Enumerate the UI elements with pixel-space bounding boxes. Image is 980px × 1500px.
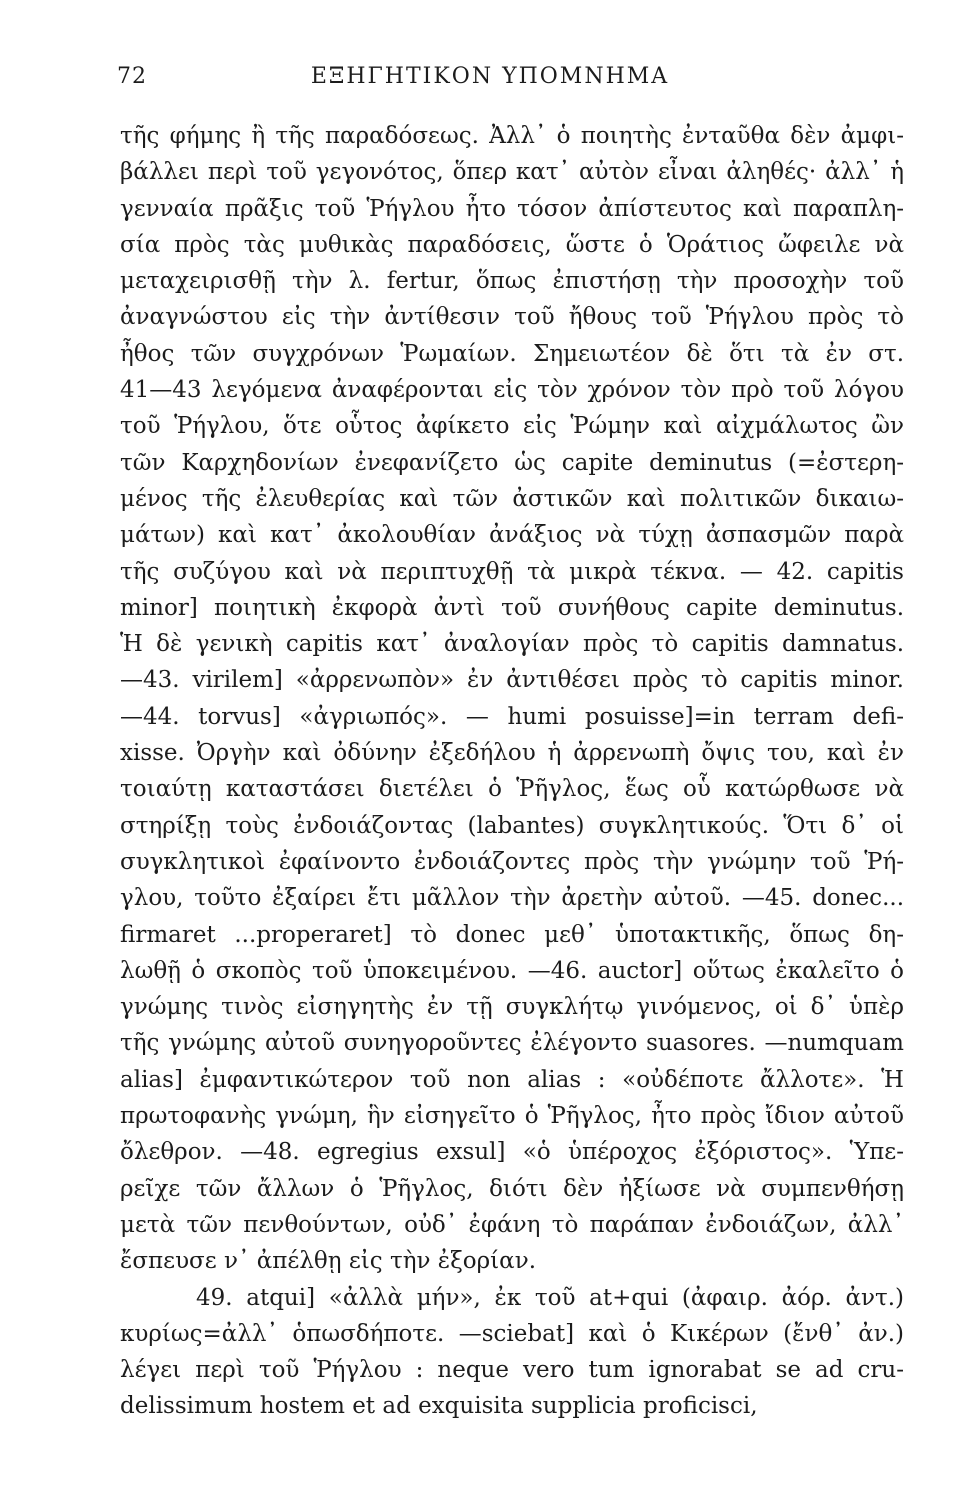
text-line: 49. atqui] «ἀλλὰ μήν», ἐκ τοῦ at+qui (ἀφαιρ. ἀόρ. ἀντ.) [196, 1284, 904, 1311]
text-line: alias] ἐμφαντικώτερον τοῦ non alias : «οὐδέποτε ἄλλοτε». Ἡ [120, 1066, 904, 1093]
text-line: μεταχειρισθῇ τὴν λ. fertur, ὅπως ἐπιστήσῃ τὴν προσοχὴν τοῦ [120, 268, 904, 295]
text-line: τῆς συζύγου καὶ νὰ περιπτυχθῇ τὰ μικρὰ τέκνα. — 42. capitis [120, 558, 904, 585]
text-line: ἀναγνώστου εἰς τὴν ἀντίθεσιν τοῦ ἤθους τοῦ Ῥήγλου πρὸς τὸ [120, 304, 904, 331]
text-line: —43. virilem] «ἀρρενωπὸν» ἐν ἀντιθέσει πρὸς τὸ capitis minor. [120, 667, 904, 694]
text-line: τῆς γνώμης αὐτοῦ συνηγοροῦντες ἐλέγοντο suasores. —numquam [120, 1030, 904, 1057]
text-line: γενναία πρᾶξις τοῦ Ῥήγλου ἦτο τόσον ἀπίστευτος καὶ παραπλη- [120, 195, 904, 222]
text-line: Ἡ δὲ γενικὴ capitis κατ᾽ ἀναλογίαν πρὸς τὸ capitis damnatus. [120, 631, 904, 658]
text-line: μένος τῆς ἐλευθερίας καὶ τῶν ἀστικῶν καὶ πολιτικῶν δικαιω- [120, 485, 904, 512]
text-line: xisse. Ὀργὴν καὶ ὀδύνην ἐξεδήλου ἡ ἀρρενωπὴ ὄψις του, καὶ ἐν [120, 740, 904, 767]
text-line: ἦθος τῶν συγχρόνων Ῥωμαίων. Σημειωτέον δὲ ὅτι τὰ ἐν στ. [120, 340, 904, 367]
text-line: συγκλητικοὶ ἐφαίνοντο ἐνδοιάζοντες πρὸς τὴν γνώμην τοῦ Ῥή- [120, 848, 904, 875]
commentary-text [120, 118, 904, 1425]
text-line: —44. torvus] «ἀγριωπός». — humi posuisse]=in terram defi- [120, 703, 904, 730]
text-line: ρεῖχε τῶν ἄλλων ὁ Ῥῆγλος, διότι δὲν ἠξίωσε νὰ συμπενθήσῃ [120, 1175, 904, 1202]
text-line: τῶν Καρχηδονίων ἐνεφανίζετο ὡς capite deminutus (=ἐστερη- [120, 449, 904, 476]
text-line: τῆς φήμης ἢ τῆς παραδόσεως. Ἀλλ᾽ ὁ ποιητὴς ἐνταῦθα δὲν ἀμφι- [120, 123, 904, 149]
page-number: 72 [117, 64, 147, 89]
text-line: μάτων) καὶ κατ᾽ ἀκολουθίαν ἀνάξιος νὰ τύχῃ ἀσπασμῶν παρὰ [120, 522, 904, 549]
text-line: delissimum hostem et ad exquisita supplicia proficisci, [120, 1393, 758, 1420]
text-line: γλου, τοῦτο ἐξαίρει ἔτι μᾶλλον τὴν ἀρετὴν αὐτοῦ. —45. donec... [120, 885, 904, 912]
text-line: βάλλει περὶ τοῦ γεγονότος, ὅπερ κατ᾽ αὐτὸν εἶναι ἀληθές· ἀλλ᾽ ἡ [120, 159, 904, 186]
text-line: ὄλεθρον. —48. egregius exsul] «ὁ ὑπέροχος ἐξόριστος». Ὑπε- [120, 1139, 904, 1166]
text-line: τοῦ Ῥήγλου, ὅτε οὗτος ἀφίκετο εἰς Ῥώμην καὶ αἰχμάλωτος ὢν [120, 413, 904, 440]
text-line: σία πρὸς τὰς μυθικὰς παραδόσεις, ὥστε ὁ Ὁράτιος ὤφειλε νὰ [120, 231, 904, 258]
text-line: λωθῇ ὁ σκοπὸς τοῦ ὑποκειμένου. —46. auctor] οὕτως ἐκαλεῖτο ὁ [120, 957, 904, 984]
text-line: minor] ποιητικὴ ἐκφορὰ ἀντὶ τοῦ συνήθους capite deminutus. [120, 594, 904, 621]
text-line: γνώμης τινὸς εἰσηγητὴς ἐν τῇ συγκλήτῳ γινόμενος, οἱ δ᾽ ὑπὲρ [120, 994, 904, 1021]
text-line: μετὰ τῶν πενθούντων, οὐδ᾽ ἐφάνη τὸ παράπαν ἐνδοιάζων, ἀλλ᾽ [120, 1211, 904, 1238]
text-line: πρωτοφανὴς γνώμη, ἣν εἰσηγεῖτο ὁ Ῥῆγλος, ἦτο πρὸς ἴδιον αὐτοῦ [120, 1103, 904, 1130]
text-line: firmaret ...properaret] τὸ donec μεθ᾽ ὑποτακτικῆς, ὅπως δη- [120, 921, 904, 948]
text-line: στηρίξῃ τοὺς ἐνδοιάζοντας (labantes) συγκλητικούς. Ὅτι δ᾽ οἱ [120, 812, 904, 839]
text-line: κυρίως=ἀλλ᾽ ὁπωσδήποτε. —sciebat] καὶ ὁ Κικέρων (ἔνθ᾽ ἀν.) [120, 1320, 904, 1347]
text-line: λέγει περὶ τοῦ Ῥήγλου : neque vero tum ignorabat se ad cru- [120, 1357, 904, 1384]
text-line: ἔσπευσε ν᾽ ἀπέλθῃ εἰς τὴν ἐξορίαν. [120, 1248, 536, 1275]
running-title: ΕΞΗΓΗΤΙΚΟΝ ΥΠΟΜΝΗΜΑ [310, 64, 670, 89]
text-line: τοιαύτῃ καταστάσει διετέλει ὁ Ῥῆγλος, ἕως οὗ κατώρθωσε νὰ [120, 776, 904, 803]
text-line: 41—43 λεγόμενα ἀναφέρονται εἰς τὸν χρόνον τὸν πρὸ τοῦ λόγου [120, 377, 904, 404]
